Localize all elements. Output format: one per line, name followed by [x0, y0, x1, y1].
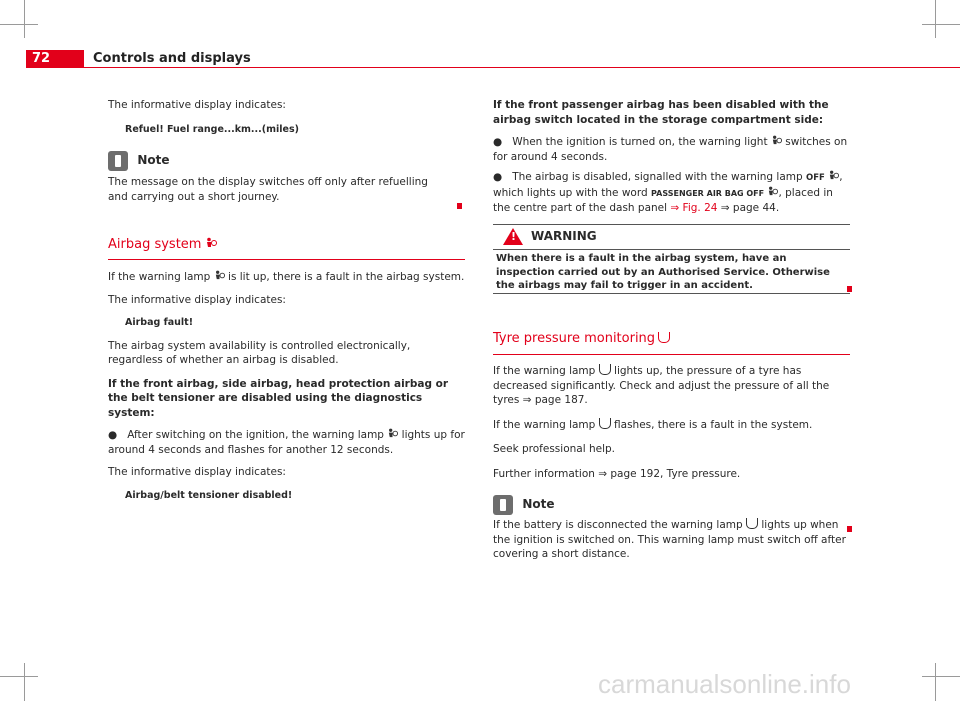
text-run: , which lights up with the word [493, 171, 843, 199]
figure-link[interactable]: ⇒ Fig. 24 [670, 202, 718, 214]
text-run: If the warning lamp [108, 271, 211, 283]
crop-mark [935, 663, 936, 701]
text-run: is lit up, there is a fault in the airbag system. [228, 271, 465, 283]
text-run: lights up for around 4 seconds and flashes for another 12 seconds. [108, 429, 465, 456]
text-run: If the warning lamp [493, 365, 596, 377]
bold-paragraph: If the front airbag, side airbag, head protection airbag or the belt tensioner are disabled using the diagnostics system: [108, 377, 449, 419]
text-run: , placed in the centre part of the dash panel [493, 186, 833, 214]
note-icon [493, 495, 513, 515]
tyre-pressure-icon [658, 332, 670, 343]
paragraph: Further information ⇒ page 192, Tyre pressure. [493, 467, 741, 480]
page-number: 72 [32, 51, 51, 66]
crop-mark [0, 676, 38, 677]
note-icon [108, 151, 128, 171]
header-rule [84, 67, 960, 68]
warning-box [493, 224, 850, 294]
crop-mark [0, 24, 38, 25]
end-marker [847, 286, 852, 292]
note-text: The message on the display switches off only after refuelling and carrying out a short journey. [108, 176, 428, 203]
text-run: switches on for around 4 seconds. [493, 136, 848, 163]
text-run: If the warning lamp [493, 418, 596, 431]
text-run: lights up, the pressure of a tyre has decreased significantly. Check and adjust the pressure of all the tyres ⇒ page 187. [493, 365, 830, 406]
text-run: flashes, there is a fault in the system. [614, 418, 813, 431]
paragraph: The informative display indicates: [108, 99, 286, 111]
section-rule [493, 354, 850, 355]
paragraph [493, 364, 853, 408]
end-marker [847, 526, 852, 532]
tyre-section-heading [493, 330, 850, 355]
text-run: If the battery is disconnected the warning lamp [493, 519, 743, 531]
bullet: ● [108, 429, 124, 441]
note-label: Note [137, 153, 170, 167]
crop-mark [922, 676, 960, 677]
text-run: lights up when the ignition is switched on. This warning lamp must switch off after covering a short distance. [493, 519, 846, 560]
paragraph: The airbag system availability is controlled electronically, regardless of whether an airbag is disabled. [108, 339, 411, 366]
airbag-icon [205, 237, 217, 249]
paragraph [108, 270, 468, 285]
display-message: Refuel! Fuel range...km...(miles) [125, 123, 299, 135]
airbag-icon [767, 186, 778, 197]
paragraph: The informative display indicates: [108, 293, 286, 306]
note-label: Note [522, 497, 555, 511]
bullet-item [108, 428, 468, 457]
airbag-icon [387, 428, 398, 439]
text-run: The airbag is disabled, signalled with the warning lamp [512, 171, 803, 183]
crop-mark [24, 663, 25, 701]
airbag-icon [214, 270, 225, 281]
warning-header [493, 225, 850, 250]
bullet-item [493, 170, 853, 216]
note-header [493, 495, 853, 517]
end-marker [457, 203, 462, 209]
right-column [493, 98, 853, 216]
display-message: Airbag fault! [125, 317, 194, 328]
airbag-icon [828, 170, 839, 181]
tyre-pressure-icon [599, 418, 611, 429]
note-header [108, 151, 468, 173]
airbag-icon [771, 135, 782, 146]
section-title: Tyre pressure monitoring [493, 331, 656, 346]
off-label: OFF [806, 173, 825, 183]
warning-icon: ! [503, 228, 523, 245]
tyre-pressure-icon [599, 364, 611, 375]
bullet: ● [493, 136, 509, 148]
left-column [108, 98, 468, 204]
text-run: After switching on the ignition, the warning lamp [127, 429, 384, 441]
airbag-section-heading [108, 236, 465, 260]
right-column-tyre [493, 364, 853, 562]
section-title: Airbag system [108, 237, 202, 252]
watermark: carmanualsonline.info [598, 669, 851, 699]
left-column-airbag [108, 270, 468, 503]
bullet: ● [493, 171, 509, 183]
page-link[interactable]: ⇒ page 44. [720, 202, 780, 214]
paragraph: Seek professional help. [493, 443, 615, 455]
bullet-item [493, 135, 853, 164]
section-rule [108, 259, 465, 260]
display-message: Airbag/belt tensioner disabled! [125, 489, 293, 501]
crop-mark [24, 0, 25, 38]
crop-mark [935, 0, 936, 38]
page-title: Controls and displays [93, 51, 251, 66]
warning-text: When there is a fault in the airbag system, have an inspection carried out by an Authorised Service. Otherwise the airbags may fail to trigger in an accident. [496, 253, 830, 291]
bold-paragraph: If the front passenger airbag has been disabled with the airbag switch located in the storage compartment side: [493, 99, 829, 126]
note-text [493, 518, 848, 562]
paragraph: The informative display indicates: [108, 466, 286, 478]
passenger-airbag-off-label: PASSENGER AIR BAG OFF [651, 188, 765, 198]
text-run: When the ignition is turned on, the warning light [512, 136, 768, 148]
tyre-pressure-icon [746, 518, 758, 529]
paragraph [493, 418, 853, 433]
warning-label: WARNING [531, 229, 597, 243]
crop-mark [922, 24, 960, 25]
